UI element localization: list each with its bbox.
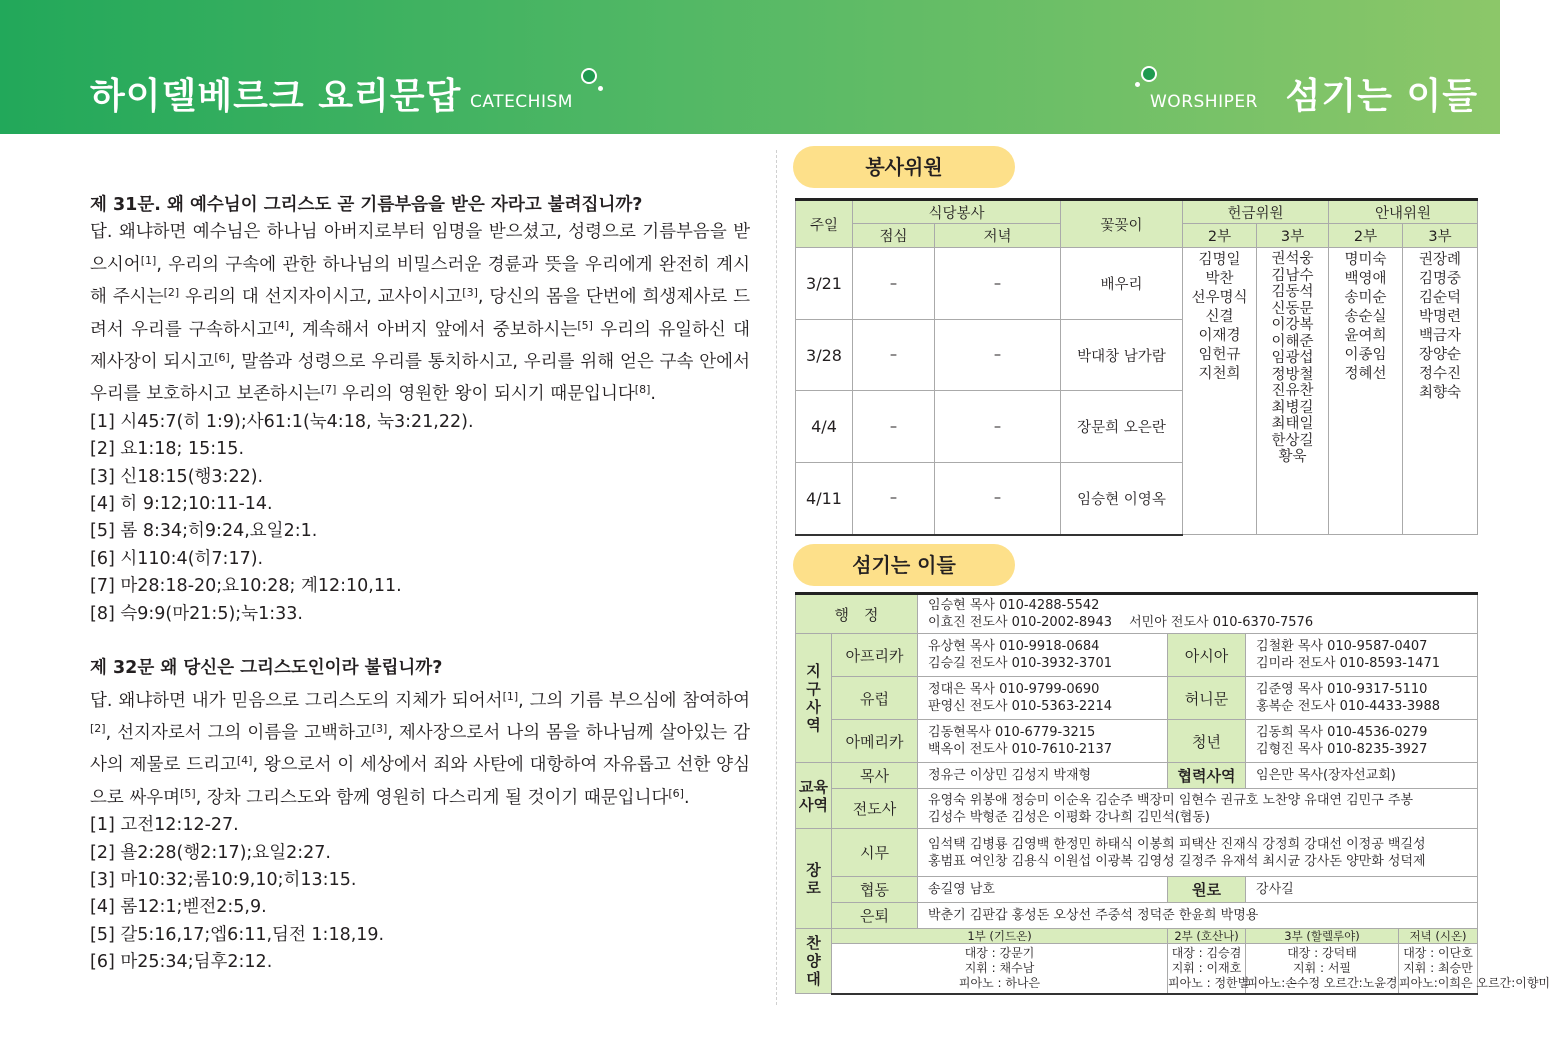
flowers-cell: 장문희 오은란 xyxy=(1061,391,1183,463)
choir-3-header: 3부 (할렐루야) xyxy=(1246,929,1399,944)
choir-2-info: 대장 : 김승겸 지휘 : 이재호 피아노 : 정한별 xyxy=(1168,944,1246,994)
offering-2-header: 2부 xyxy=(1183,224,1257,248)
reference: [6] 시110:4(히7:17). xyxy=(90,548,264,569)
choir-3-info: 대장 : 강덕태 지휘 : 서필 피아노:손수정 오르간:노윤경 xyxy=(1246,944,1399,994)
service-table xyxy=(795,198,1478,536)
choir-4-header: 저녁 (시온) xyxy=(1399,929,1478,944)
date-cell: 3/28 xyxy=(796,320,853,391)
reference: [1] 고전12:12-27. xyxy=(90,815,239,836)
dinner-header: 저녁 xyxy=(935,224,1061,248)
question-31-answer: 답. 왜냐하면 예수님은 하나님 아버지로부터 임명을 받으셨고, 성령으로 기름부음을 받으시어[1], 우리의 구속에 관한 하나님의 비밀스러운 경륜과 뜻을 우리에게 완전히 계시해 주시는[2] 우리의 대 선지자이시고, 교사이시고[3], 당신의 몸을 단번에 희생제사로 드려서 우리를 구속하시고[4], 계속해서 아버지 앞에서 중보하시는[5] 우리의 유일하신 대제사장이 되시고[6], 말씀과 성령으로 우리를 통치하시고, 우리를 위해 얻은 구속 안에서 우리를 보호하시고 보존하시는[7] 우리의 영원한 왕이 되시기 때문입니다[8]. xyxy=(90,222,751,405)
elder-active-info: 임석택 김병룡 김영백 한정민 하태식 이봉희 피택산 진재식 강정희 강대선 이정공 백길성 홍범표 여인창 김용식 이원섭 이광복 김영성 길정주 유재석 최시균 강사돈 양만화 성덕제 xyxy=(918,829,1478,877)
catechism-subtitle: CATECHISM xyxy=(470,92,573,112)
retired-info: 박춘기 김판갑 홍성돈 오상선 주중석 정덕준 한윤희 박명용 xyxy=(918,903,1478,929)
choir-2-header: 2부 (호산나) xyxy=(1168,929,1246,944)
worshiper-title: 섬기는 이들 xyxy=(1285,76,1478,117)
table-row xyxy=(796,248,1478,320)
flowers-cell: 임승현 이영옥 xyxy=(1061,463,1183,535)
reference: [6] 마25:34;딤후2:12. xyxy=(90,952,273,973)
elder-coop-info: 송길영 남호 xyxy=(918,877,1168,903)
cooperation-info: 임은만 목사(장자선교회) xyxy=(1246,763,1478,789)
green-dot-icon xyxy=(1141,66,1157,82)
reference: [4] 히 9:12;10:11-14. xyxy=(90,494,273,515)
usher-2-list: 명미숙 백영애 송미순 송순실 윤여희 이종임 정혜선 xyxy=(1329,248,1403,535)
lunch-cell: – xyxy=(853,320,935,391)
workers-table xyxy=(795,592,1550,995)
reference: [2] 요1:18; 15:15. xyxy=(90,439,245,460)
edu-pastor-label: 목사 xyxy=(832,763,918,789)
lunch-header: 점심 xyxy=(853,224,935,248)
choir-label: 찬 양 대 xyxy=(796,929,832,994)
date-cell: 4/11 xyxy=(796,463,853,535)
flowers-cell: 박대창 남가람 xyxy=(1061,320,1183,391)
choir-4-info: 대장 : 이단호 지휘 : 최승만 피아노:이희은 오르간:이향미 xyxy=(1399,944,1478,994)
question-31-title: 제 31문. 왜 예수님이 그리스도 곧 기름부음을 받은 자라고 불려집니까? xyxy=(90,195,643,215)
region-asia-label: 아시아 xyxy=(1168,634,1246,677)
white-dot-icon xyxy=(1135,82,1140,87)
dinner-cell: – xyxy=(935,248,1061,320)
reference: [3] 마10:32;롬10:9,10;히13:15. xyxy=(90,869,357,890)
region-youth-info: 김동희 목사 010-4536-0279 김형진 목사 010-8235-3927 xyxy=(1246,720,1478,763)
question-31-references xyxy=(90,409,750,628)
reference: [3] 신18:15(행3:22). xyxy=(90,466,264,487)
meal-header: 식당봉사 xyxy=(853,200,1061,224)
choir-1-info: 대장 : 강문기 지휘 : 채수남 피아노 : 하나은 xyxy=(832,944,1168,994)
reference: [8] 슥9:9(마21:5);눅1:33. xyxy=(90,603,303,624)
region-europe-info: 정대은 목사 010-9799-0690 판영신 전도사 010-5363-2214 xyxy=(918,677,1168,720)
workers-pill: 섬기는 이들 xyxy=(793,544,1015,586)
region-label: 지 구 사 역 xyxy=(796,634,832,763)
senior-label: 원로 xyxy=(1168,877,1246,903)
region-africa-info: 유상현 목사 010-9918-0684 김승길 전도사 010-3932-3701 xyxy=(918,634,1168,677)
retired-label: 은퇴 xyxy=(832,903,918,929)
education-label: 교육 사역 xyxy=(796,763,832,829)
dinner-cell: – xyxy=(935,320,1061,391)
sunday-header: 주일 xyxy=(796,200,853,248)
dinner-cell: – xyxy=(935,391,1061,463)
lunch-cell: – xyxy=(853,248,935,320)
flowers-cell: 배우리 xyxy=(1061,248,1183,320)
region-america-label: 아메리카 xyxy=(832,720,918,763)
dinner-cell: – xyxy=(935,463,1061,535)
region-america-info: 김동현목사 010-6779-3215 백옥이 전도사 010-7610-2137 xyxy=(918,720,1168,763)
flowers-header: 꽃꽂이 xyxy=(1061,200,1183,248)
reference: [7] 마28:18-20;요10:28; 계12:10,11. xyxy=(90,576,402,597)
usher-header: 안내위원 xyxy=(1329,200,1478,224)
admin-info: 임승현 목사 010-4288-5542 이효진 전도사 010-2002-8943 서민아 전도사 010-6370-7576 xyxy=(918,594,1478,634)
service-pill: 봉사위원 xyxy=(793,146,1015,188)
date-cell: 4/4 xyxy=(796,391,853,463)
reference: [5] 롬 8:34;히9:24,요일2:1. xyxy=(90,521,318,542)
offering-3-list: 권석웅 김남수 김동석 신동문 이강복 이해준 임광섭 정방철 진유찬 최병길 최태일 한상길 황욱 xyxy=(1257,248,1329,535)
region-asia-info: 김철환 목사 010-9587-0407 김미라 전도사 010-8593-1471 xyxy=(1246,634,1478,677)
region-honeymoon-info: 김준영 목사 010-9317-5110 홍복순 전도사 010-4433-3988 xyxy=(1246,677,1478,720)
catechism-title: 하이델베르크 요리문답 xyxy=(90,76,462,117)
offering-header: 헌금위원 xyxy=(1183,200,1329,224)
question-32-title: 제 32문 왜 당신은 그리스도인이라 불립니까? xyxy=(90,658,443,679)
edu-evangelist-label: 전도사 xyxy=(832,789,918,829)
question-32-references xyxy=(90,812,750,976)
lunch-cell: – xyxy=(853,463,935,535)
region-honeymoon-label: 허니문 xyxy=(1168,677,1246,720)
question-32-answer: 답. 왜냐하면 내가 믿음으로 그리스도의 지체가 되어서[1], 그의 기름 부으심에 참여하여[2], 선지자로서 그의 이름을 고백하고[3], 제사장으로서 나의 몸을 하나님께 살아있는 감사의 제물로 드리고[4], 왕으로서 이 세상에서 죄와 사탄에 대항하여 자유롭고 선한 양심으로 싸우며[5], 장차 그리스도와 함께 영원히 다스리게 될 것이기 때문입니다[6]. xyxy=(90,689,751,808)
edu-pastor-info: 정유근 이상민 김성지 박재형 xyxy=(918,763,1168,789)
senior-info: 강사길 xyxy=(1246,877,1478,903)
catechism-section xyxy=(90,192,750,977)
usher-3-list: 권장례 김명중 김순덕 박명련 백금자 장양순 정수진 최향숙 xyxy=(1403,248,1478,535)
region-europe-label: 유럽 xyxy=(832,677,918,720)
cooperation-label: 협력사역 xyxy=(1168,763,1246,789)
date-cell: 3/21 xyxy=(796,248,853,320)
edu-evangelist-info: 유영숙 위봉애 정승미 이순옥 김순주 백장미 임현수 권규호 노찬양 유대연 김민구 주봉 김성수 박형준 김성은 이평화 강나희 김민석(협동) xyxy=(918,789,1478,829)
white-dot-icon xyxy=(598,86,603,91)
usher-2-header: 2부 xyxy=(1329,224,1403,248)
reference: [2] 욜2:28(행2:17);요일2:27. xyxy=(90,842,331,863)
green-dot-icon xyxy=(581,68,597,84)
column-divider xyxy=(776,150,777,1005)
header-banner xyxy=(0,0,1500,134)
region-youth-label: 청년 xyxy=(1168,720,1246,763)
lunch-cell: – xyxy=(853,391,935,463)
reference: [4] 롬12:1;벧전2:5,9. xyxy=(90,897,267,918)
elder-label: 장 로 xyxy=(796,829,832,929)
usher-3-header: 3부 xyxy=(1403,224,1478,248)
offering-2-list: 김명일 박찬 선우명식 신결 이재경 임헌규 지천희 xyxy=(1183,248,1257,535)
choir-1-header: 1부 (기드온) xyxy=(832,929,1168,944)
offering-3-header: 3부 xyxy=(1257,224,1329,248)
admin-label: 행 정 xyxy=(796,594,918,634)
reference: [1] 시45:7(히 1:9);사61:1(눅4:18, 눅3:21,22). xyxy=(90,411,474,432)
region-africa-label: 아프리카 xyxy=(832,634,918,677)
elder-active-label: 시무 xyxy=(832,829,918,877)
reference: [5] 갈5:16,17;엡6:11,딤전 1:18,19. xyxy=(90,924,385,945)
elder-coop-label: 협동 xyxy=(832,877,918,903)
worshiper-subtitle: WORSHIPER xyxy=(1150,92,1258,112)
